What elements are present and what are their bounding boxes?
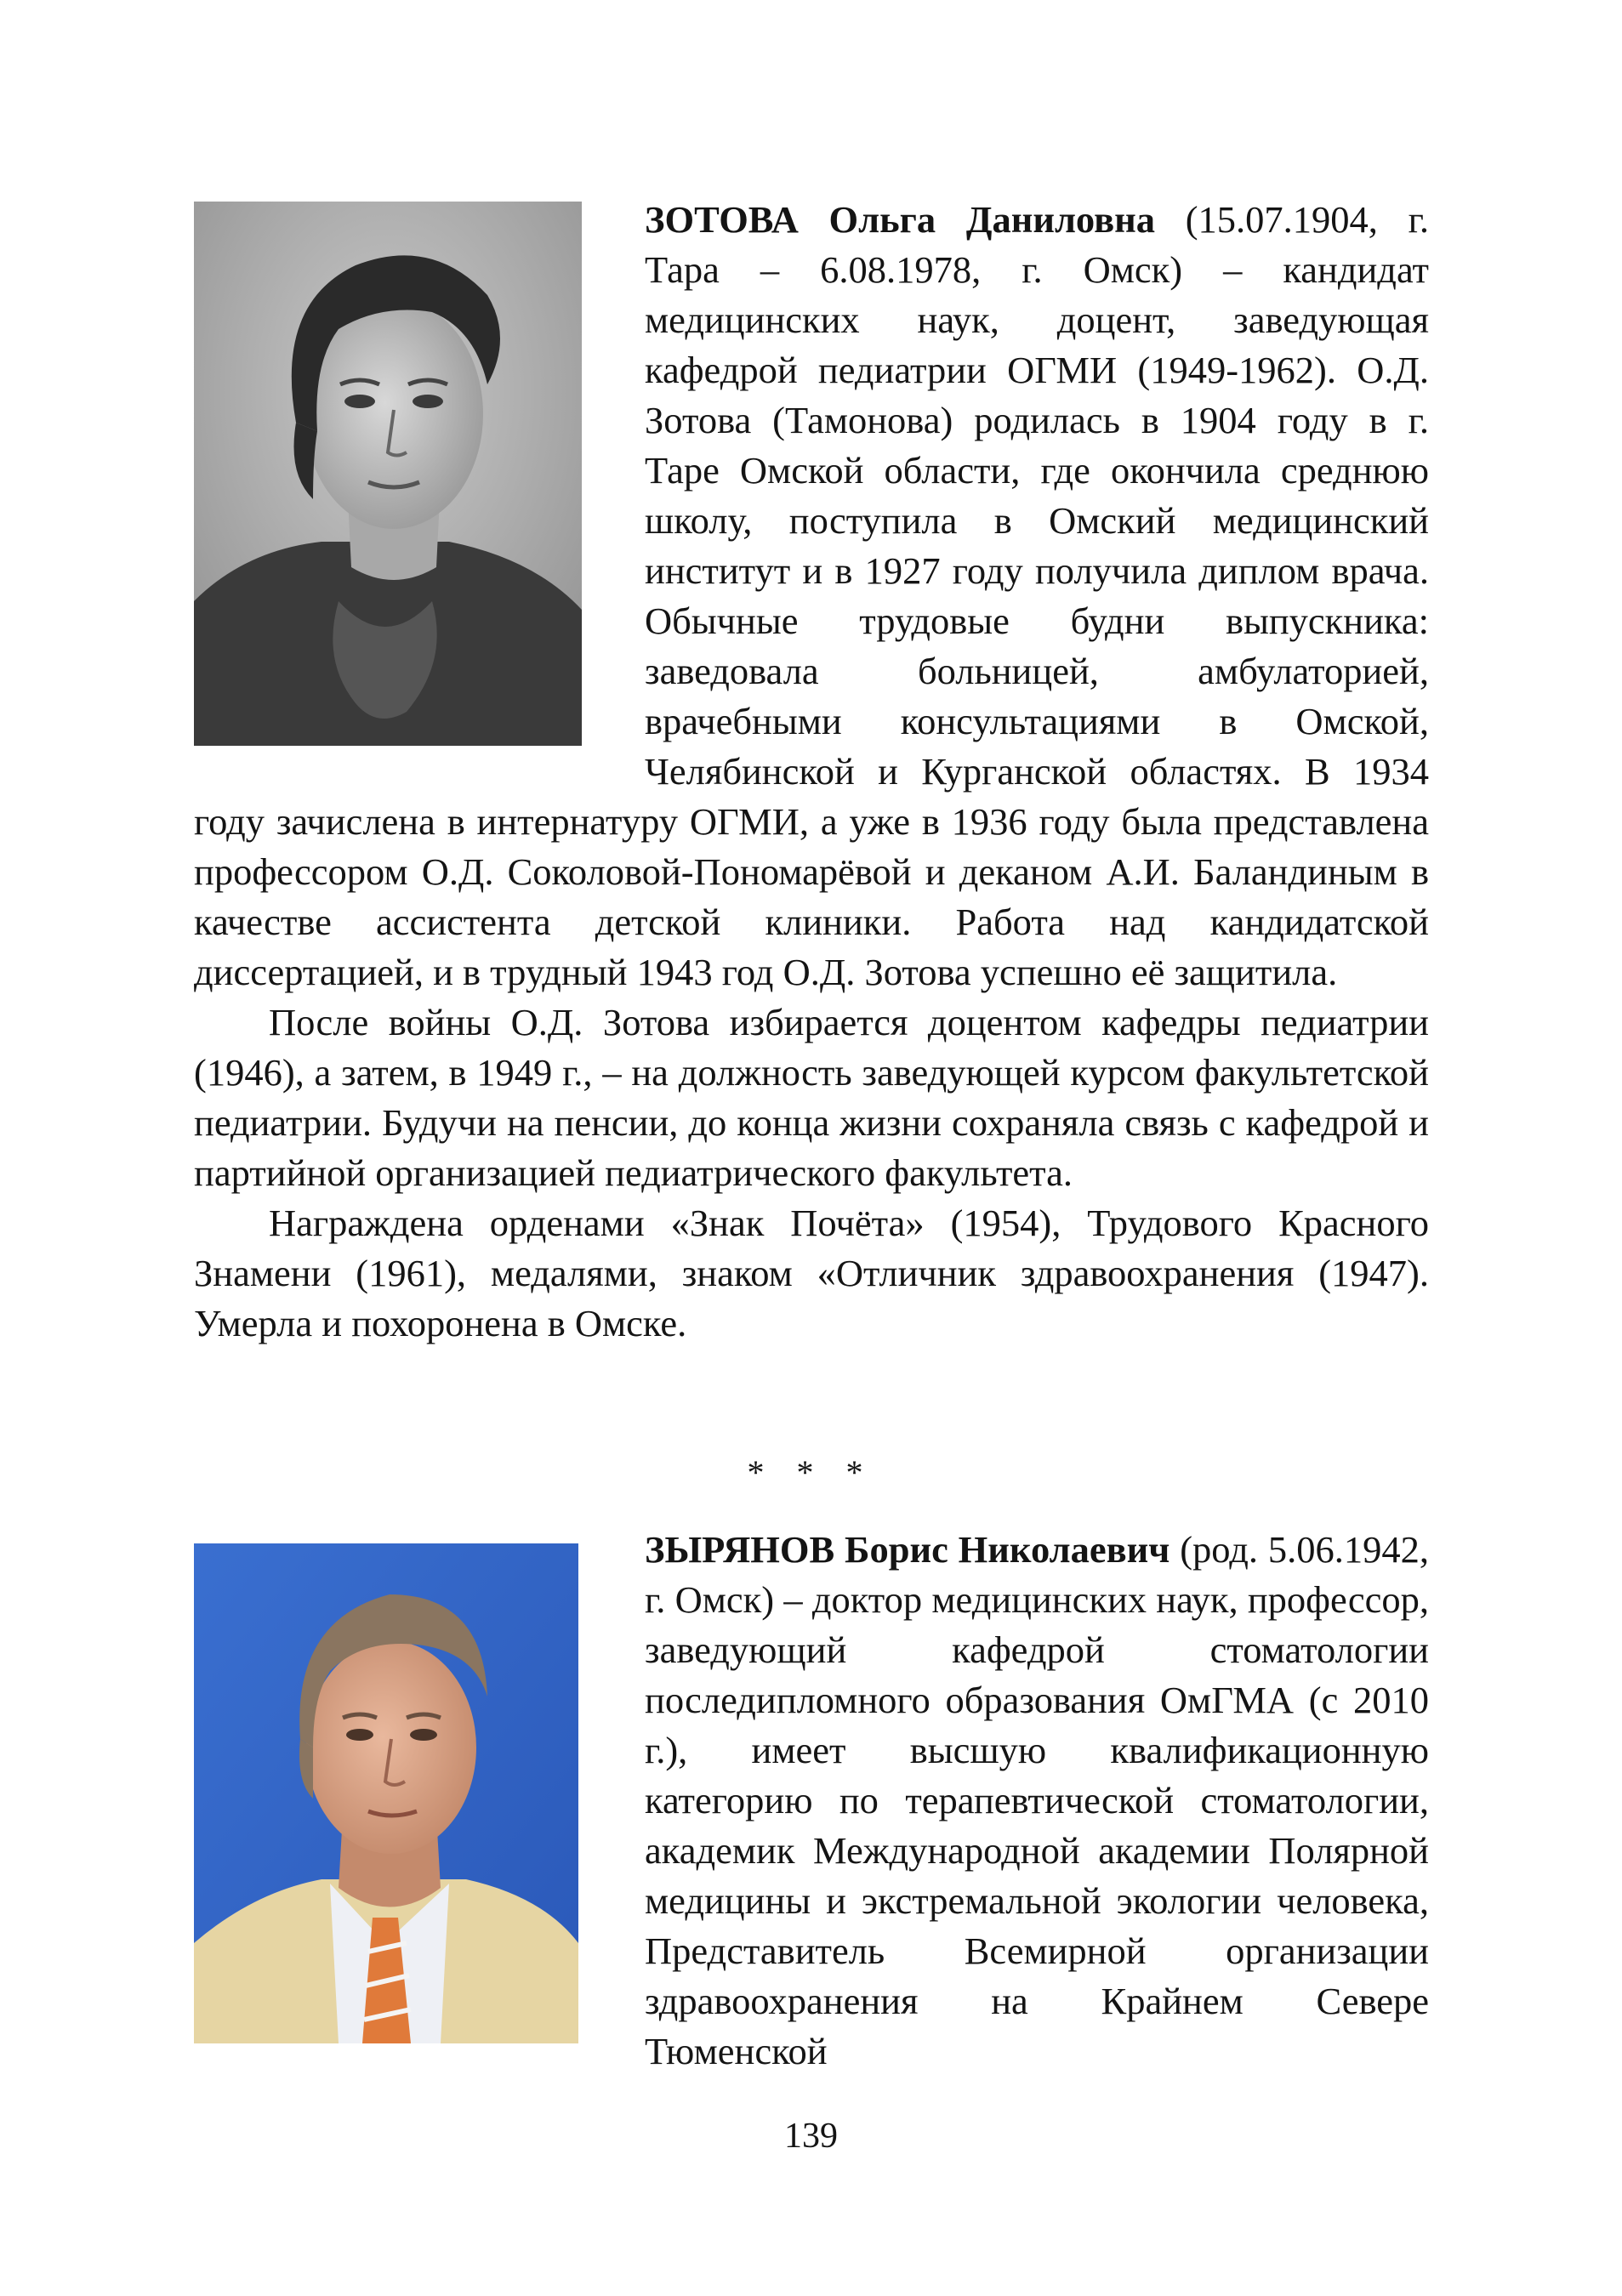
person-name-zotova: ЗОТОВА Ольга Даниловна — [645, 198, 1155, 241]
biography-zotova — [194, 195, 1429, 1349]
person-name-zyryanov: ЗЫРЯНОВ Борис Николаевич — [645, 1528, 1170, 1571]
portrait-photo-zotova — [194, 202, 582, 746]
biography-zotova-paragraph-3: Награждена орденами «Знак Почёта» (1954), Трудового Красного Знамени (1961), медалями, знаком «Отличник здравоохранения (1947). Умерла и похоронена в Омске. — [194, 1202, 1429, 1344]
biography-zotova-paragraph-2: После войны О.Д. Зотова избирается доцентом кафедры педиатрии (1946), а затем, в 1949 г., – на должность заведующей курсом факультетской педиатрии. Будучи на пенсии, до конца жизни сохраняла связь с кафедрой и партийной организацией педиатрического факультета. — [194, 1001, 1429, 1194]
page-number: 139 — [784, 2117, 838, 2156]
biography-zyryanov-paragraph-1: (род. 5.06.1942, г. Омск) – доктор медицинских наук, профессор, заведующий кафедрой стоматологии последипломного образования ОмГМА (с 2010 г.), имеет высшую квалификационную категорию по терапевтической стоматологии, академик Международной академии Полярной медицины и экстремальной экологии человека, Представитель Всемирной организации здравоохранения на Крайнем Севере Тюменской — [645, 1528, 1429, 2072]
biography-zyryanov — [194, 1525, 1429, 2077]
photo-zotova-wrapper — [194, 202, 600, 753]
photo-zyryanov-wrapper — [194, 1543, 600, 2071]
biography-zotova-paragraph-1: (15.07.1904, г. Тара – 6.08.1978, г. Омск) – кандидат медицинских наук, доцент, заведующая кафедрой педиатрии ОГМИ (1949-1962). О.Д. Зотова (Тамонова) родилась в 1904 году в г. Таре Омской области, где окончила среднюю школу, поступила в Омский медицинский институт и в 1927 году получила диплом врача. Обычные трудовые будни выпускника: заведовала больницей, амбулаторией, врачебными консультациями в Омской, Челябинской и Курганской областях. В 1934 году зачислена в интернатуру ОГМИ, а уже в 1936 году была представлена профессором О.Д. Соколовой-Пономарёвой и деканом А.И. Баландиным в качестве ассистента детской клиники. Работа над кандидатской диссертацией, и в трудный 1943 год О.Д. Зотова успешно её защитила. — [194, 198, 1429, 993]
portrait-photo-zyryanov — [194, 1543, 578, 2043]
section-separator: * * * — [747, 1453, 875, 1492]
